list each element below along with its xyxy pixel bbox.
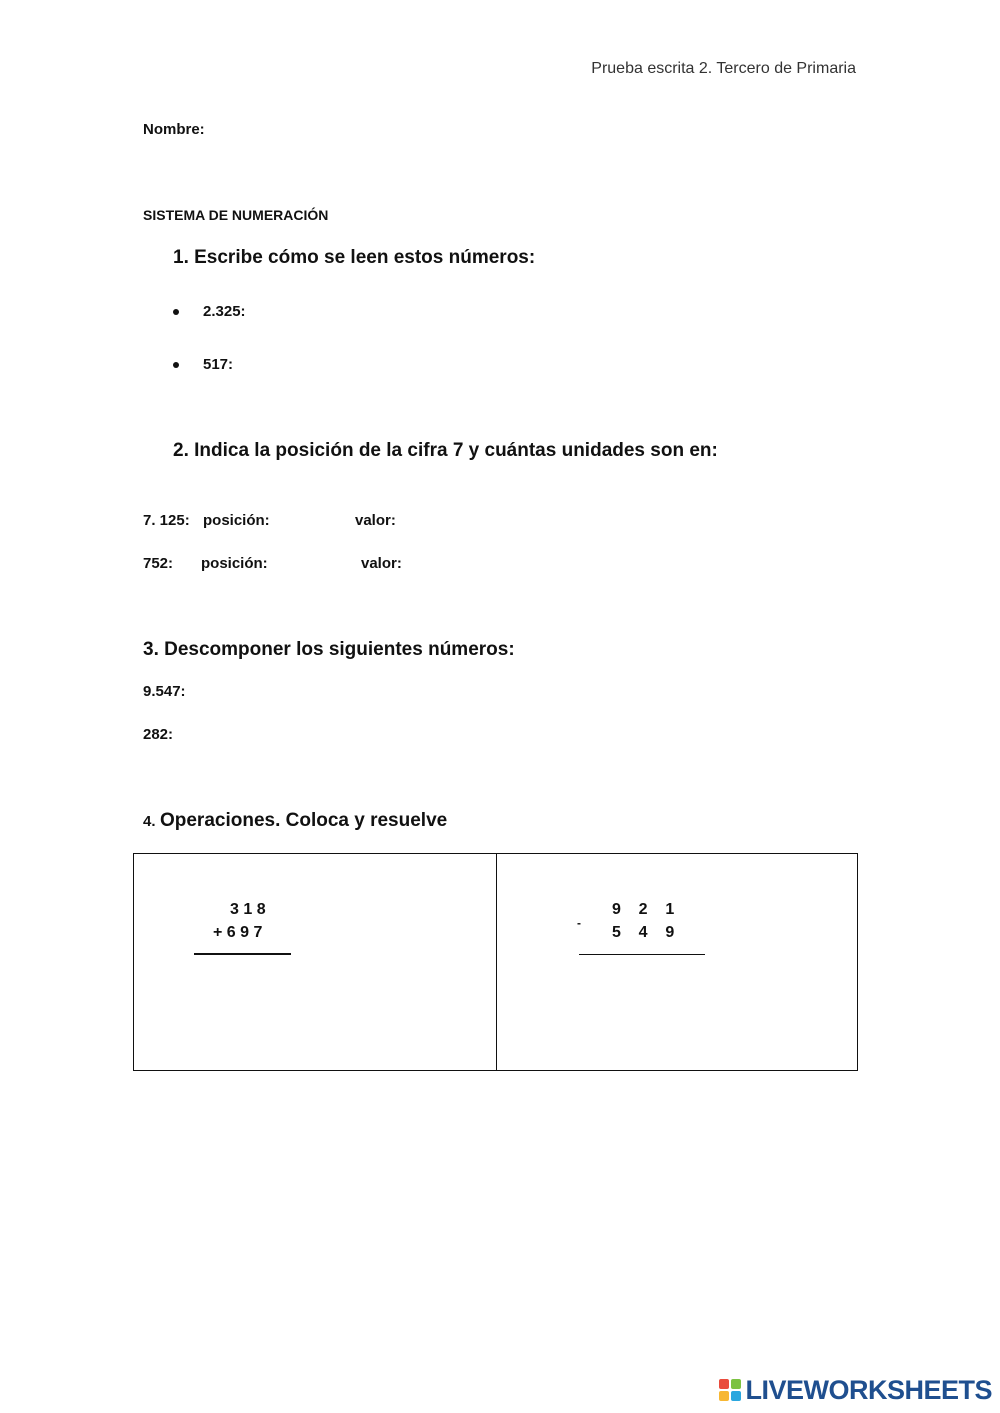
liveworksheets-logo bbox=[719, 1375, 992, 1405]
q2-row-1-position-label: posición: bbox=[203, 512, 270, 529]
question-1-title: 1. Escribe cómo se leen estos números: bbox=[173, 247, 536, 268]
operations-divider bbox=[496, 854, 497, 1070]
minus-sign: - bbox=[577, 916, 581, 930]
question-4-title bbox=[143, 810, 447, 832]
subtraction-result-line bbox=[579, 954, 705, 955]
addition-line-2: + 6 9 7 bbox=[213, 924, 263, 941]
question-4-text: Operaciones. Coloca y resuelve bbox=[159, 810, 448, 831]
q2-row-2-value-label: valor: bbox=[361, 555, 402, 572]
q1-item-1: 2.325: bbox=[203, 303, 246, 320]
bullet-icon bbox=[173, 309, 179, 315]
page-header: Prueba escrita 2. Tercero de Primaria bbox=[591, 60, 856, 77]
question-2-title: 2. Indica la posición de la cifra 7 y cuántas unidades son en: bbox=[173, 440, 718, 461]
q3-item-1: 9.547: bbox=[143, 683, 186, 700]
subtraction-line-1: 9 2 1 bbox=[612, 901, 675, 918]
question-4-number: 4. bbox=[143, 813, 156, 830]
liveworksheets-wordmark: LIVEWORKSHEETS bbox=[745, 1374, 992, 1405]
question-3-title: 3. Descomponer los siguientes números: bbox=[143, 639, 515, 660]
q1-item-2: 517: bbox=[203, 356, 234, 373]
subtraction-line-2: 5 4 9 bbox=[612, 924, 675, 941]
section-title: SISTEMA DE NUMERACIÓN bbox=[143, 207, 329, 223]
liveworksheets-mark-icon bbox=[719, 1379, 741, 1401]
q2-row-2-position-label: posición: bbox=[201, 555, 268, 572]
q3-item-2: 282: bbox=[143, 726, 174, 743]
q2-row-1-value-label: valor: bbox=[355, 512, 396, 529]
bullet-icon bbox=[173, 362, 179, 368]
q2-row-1-number: 7. 125: bbox=[143, 512, 190, 529]
operations-table bbox=[133, 853, 858, 1071]
name-label: Nombre: bbox=[143, 121, 205, 138]
q2-row-2-number: 752: bbox=[143, 555, 174, 572]
addition-line-1: 3 1 8 bbox=[230, 901, 266, 918]
addition-result-line bbox=[194, 953, 291, 955]
